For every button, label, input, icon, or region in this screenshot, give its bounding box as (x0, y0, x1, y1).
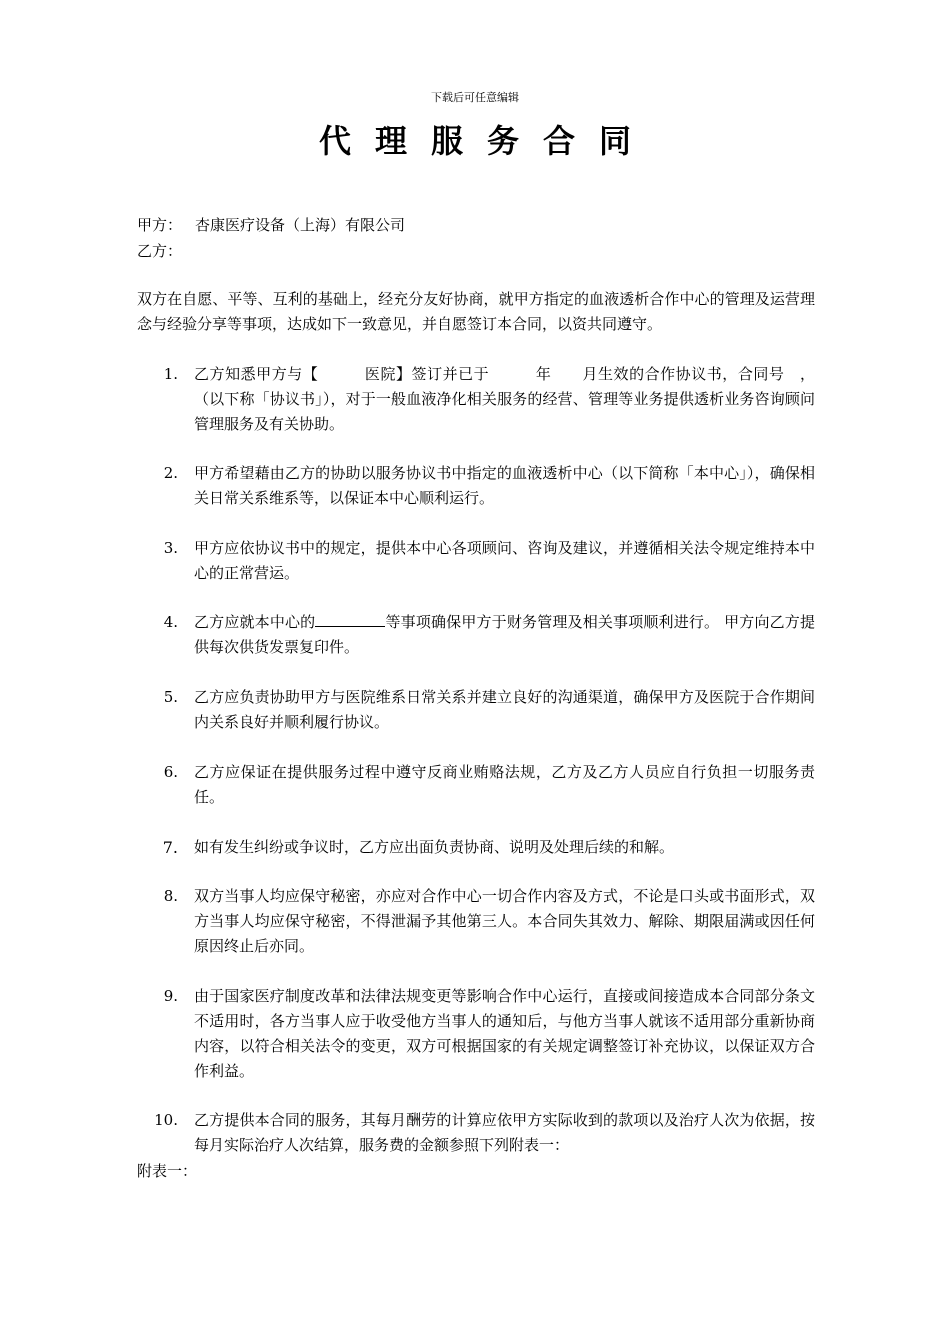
clause-1 (150, 362, 815, 437)
document-title: 代理服务合同 (318, 122, 655, 160)
clause-8 (150, 884, 815, 959)
clause-text: 乙方应负责协助甲方与医院维系日常关系并建立良好的沟通渠道，确保甲方及医院于合作期间内关系良好并顺利履行协议。 (194, 688, 815, 731)
party-b (137, 240, 195, 261)
clause-number: 8. (163, 887, 178, 905)
clause-9 (150, 984, 815, 1084)
clause-text (194, 610, 815, 660)
clause-text: 乙方应保证在提供服务过程中遵守反商业贿赂法规，乙方及乙方人员应自行负担一切服务责任。 (194, 763, 815, 806)
party-a-name: 杏康医疗设备（上海）有限公司 (195, 216, 406, 234)
clause-10 (150, 1108, 815, 1158)
clause-text: 如有发生纠纷或争议时，乙方应出面负责协商、说明及处理后续的和解。 (194, 838, 675, 856)
clause-number: 3. (163, 539, 178, 557)
party-a-label: 甲方： (137, 216, 183, 234)
clause-7 (150, 835, 815, 860)
party-b-label: 乙方： (137, 242, 183, 260)
clause-6 (150, 760, 815, 810)
clause-number: 7. (162, 838, 178, 857)
party-a (137, 214, 405, 235)
clause-text-before: 乙方应就本中心的 (194, 613, 316, 631)
clause-text: 双方当事人均应保守秘密，亦应对合作中心一切合作内容及方式，不论是口头或书面形式，双方当事人均应保守秘密，不得泄漏予其他第三人。本合同失其效力、解除、期限届满或因任何原因终止后亦同。 (194, 887, 815, 955)
clause-number: 5. (163, 688, 178, 706)
clause-number: 1. (163, 365, 178, 383)
clause-number: 4. (163, 613, 178, 631)
clause-text: 乙方知悉甲方与【 医院】签订并已于 年 月生效的合作协议书，合同号 ，（以下称「协议书」），对于一般血液净化相关服务的经营、管理等业务提供透析业务咨询顾问管理服务及有关协助。 (194, 365, 815, 433)
clause-3 (150, 536, 815, 586)
clause-2 (150, 461, 815, 511)
clause-text: 甲方应依协议书中的规定，提供本中心各项顾问、咨询及建议，并遵循相关法令规定维持本中心的正常营运。 (194, 539, 815, 582)
clause-text-after: 等事项确保甲方于财务管理及相关事项顺利进行。 甲方向乙方提供每次供货发票复印件。 (194, 613, 815, 656)
clause-number: 9. (163, 987, 178, 1005)
clause-text: 由于国家医疗制度改革和法律法规变更等影响合作中心运行，直接或间接造成本合同部分条文不适用时，各方当事人应于收受他方当事人的通知后，与他方当事人就该不适用部分重新协商内容，以符合相关法令的变更，双方可根据国家的有关规定调整签订补充协议，以保证双方合作利益。 (194, 987, 815, 1080)
clause-text: 甲方希望藉由乙方的协助以服务协议书中指定的血液透析中心（以下简称「本中心」），确保相关日常关系维系等，以保证本中心顺利运行。 (194, 464, 815, 507)
clause-number: 10. (154, 1111, 178, 1129)
clause-4 (150, 610, 815, 660)
clause-number: 6. (163, 763, 178, 781)
clause-text: 乙方提供本合同的服务，其每月酬劳的计算应依甲方实际收到的款项以及治疗人次为依据，按每月实际治疗人次结算，服务费的金额参照下列附表一： (194, 1111, 815, 1154)
intro-paragraph: 双方在自愿、平等、互利的基础上，经充分友好协商，就甲方指定的血液透析合作中心的管理及运营理念与经验分享等事项，达成如下一致意见，并自愿签订本合同，以资共同遵守。 (137, 290, 815, 333)
fill-blank (315, 612, 385, 627)
appendix-label: 附表一： (137, 1162, 198, 1180)
header-note: 下载后可任意编辑 (431, 91, 519, 104)
clause-number: 2. (163, 464, 178, 482)
clause-5 (150, 685, 815, 735)
